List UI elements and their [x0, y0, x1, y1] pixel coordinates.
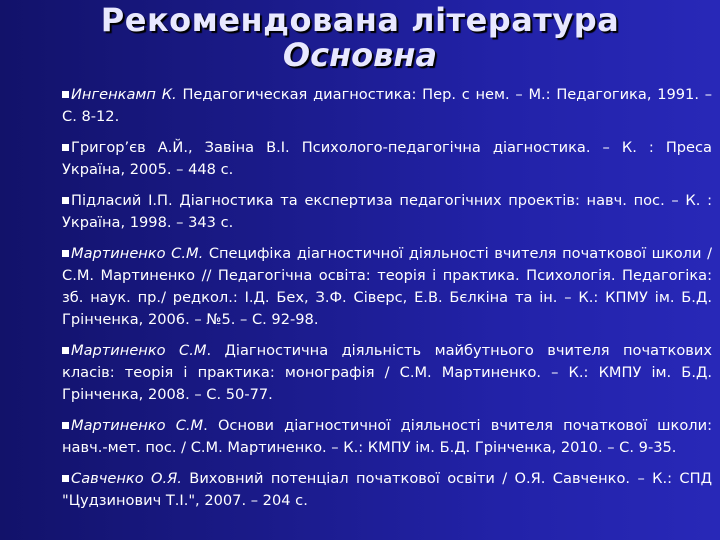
reference-text: Григор’єв А.Й., Завіна В.І. Психолого-педагогічна діагностика. – К. : Преса Україна, 2005. – 448 с.	[62, 139, 712, 178]
reference-author: Мартиненко С.М	[71, 417, 204, 434]
list-item	[62, 243, 712, 331]
reference-author: Мартиненко С.М.	[71, 245, 204, 262]
square-bullet-icon	[62, 144, 69, 151]
list-item	[62, 190, 712, 234]
reference-text: Педагогическая диагностика: Пер. с нем. – М.: Педагогика, 1991. – С. 8-12.	[62, 86, 713, 125]
square-bullet-icon	[62, 91, 69, 98]
reference-author: Ингенкамп К.	[71, 86, 177, 103]
reference-list	[62, 84, 712, 521]
slide-subtitle: Основна	[282, 36, 438, 74]
reference-text: Виховний потенціал початкової освіти / О.Я. Савченко. – К.: СПД "Цудзинович Т.І.", 2007. – 204 с.	[62, 470, 712, 509]
list-item	[62, 415, 712, 459]
square-bullet-icon	[62, 475, 69, 482]
reference-text: Підласий І.П. Діагностика та експертиза педагогічних проектів: навч. пос. – К. : Україна, 1998. – 343 с.	[62, 192, 712, 231]
title-block	[0, 2, 720, 72]
reference-text: . Діагностична діяльність майбутнього вчителя початкових класів: теорія і практика: монографія / С.М. Мартиненко. – К.: КМПУ ім. Б.Д. Грінченка, 2008. – С. 50-77.	[62, 342, 712, 403]
square-bullet-icon	[62, 197, 69, 204]
reference-author: Мартиненко С.М	[71, 342, 207, 359]
reference-text: Специфіка діагностичної діяльності вчителя початкової школи / С.М. Мартиненко // Педагогічна освіта: теорія і практика. Психологія. Педагогіка: зб. наук. пр./ редкол.: І.Д. Бех, З.Ф. Сіверс, Е.В. Бєлкіна та ін. – К.: КПМУ ім. Б.Д. Грінченка, 2006. – №5. – С. 92-98.	[62, 245, 712, 328]
list-item	[62, 340, 712, 406]
square-bullet-icon	[62, 422, 69, 429]
reference-author: Савченко О.Я.	[71, 470, 182, 487]
list-item	[62, 84, 712, 128]
square-bullet-icon	[62, 250, 69, 257]
slide-title: Рекомендована література	[100, 1, 620, 39]
square-bullet-icon	[62, 347, 69, 354]
list-item	[62, 468, 712, 512]
list-item	[62, 137, 712, 181]
reference-text: . Основи діагностичної діяльності вчителя початкової школи: навч.-мет. пос. / С.М. Мартиненко. – К.: КМПУ ім. Б.Д. Грінченка, 2010. – С. 9-35.	[62, 417, 712, 456]
